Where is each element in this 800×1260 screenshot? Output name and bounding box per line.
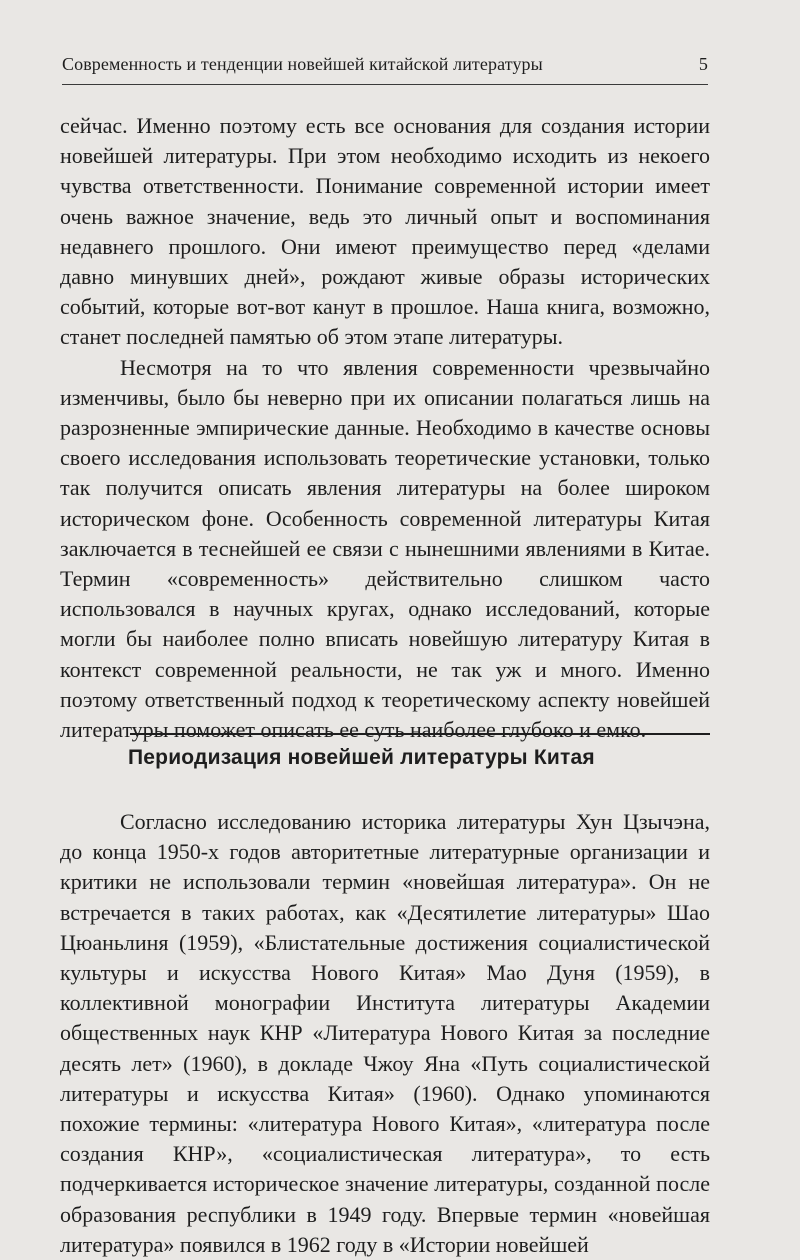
header-rule: [62, 84, 708, 85]
section-divider: [130, 733, 710, 735]
running-head: [62, 54, 708, 75]
section-1-text: [60, 111, 710, 745]
running-head-title: Современность и тенденции новейшей китайской литературы: [62, 54, 543, 74]
section-2-text: [60, 807, 710, 1260]
section-heading: Периодизация новейшей литературы Китая: [128, 746, 595, 769]
paragraph: Несмотря на то что явления современности чрезвычайно изменчивы, было бы неверно при их описании полагаться лишь на разрозненные эмпирические данные. Необходимо в качестве основы своего исследования использовать теоретические установки, только так получится описать явления литературы на более широком историческом фоне. Особенность современной литературы Китая заключается в теснейшей ее связи с нынешними явлениями в Китае. Термин «современность» действительно слишком часто использовался в научных кругах, однако исследований, которые могли бы наиболее полно вписать новейшую литературу Китая в контекст современной реальности, не так уж и много. Именно поэтому ответственный подход к теоретическому аспекту новейшей литературы поможет описать ее суть наиболее глубоко и емко.: [60, 354, 710, 743]
paragraph: сейчас. Именно поэтому есть все основания для создания истории новейшей литературы. При этом необходимо исходить из некоего чувства ответственности. Понимание современной истории имеет очень важное значение, ведь это личный опыт и воспоминания недавнего прошлого. Они имеют преимущество перед «делами давно минувших дней», рождают живые образы исторических событий, которые вот-вот канут в прошлое. Наша книга, возможно, станет последней памятью об этом этапе литературы.: [60, 113, 710, 350]
paragraph: Согласно исследованию историка литературы Хун Цзычэна, до конца 1950-х годов авторитетные литературные организации и критики не использовали термин «новейшая литература». Он не встречается в таких работах, как «Десятилетие литературы» Шао Цюаньлиня (1959), «Блистательные достижения социалистической культуры и искусства Нового Китая» Мао Дуня (1959), в коллективной монографии Института литературы Академии общественных наук КНР «Литература Нового Китая за последние десять лет» (1960), в докладе Чжоу Яна «Путь социалистической литературы и искусства Китая» (1960). Однако упоминаются похожие термины: «литература Нового Китая», «литература после создания КНР», «социалистическая литература», то есть подчеркивается историческое значение литературы, созданной после образования республики в 1949 году. Впервые термин «новейшая литература» появился в 1962 году в «Истории новейшей: [60, 809, 710, 1257]
page-number: 5: [698, 54, 708, 74]
